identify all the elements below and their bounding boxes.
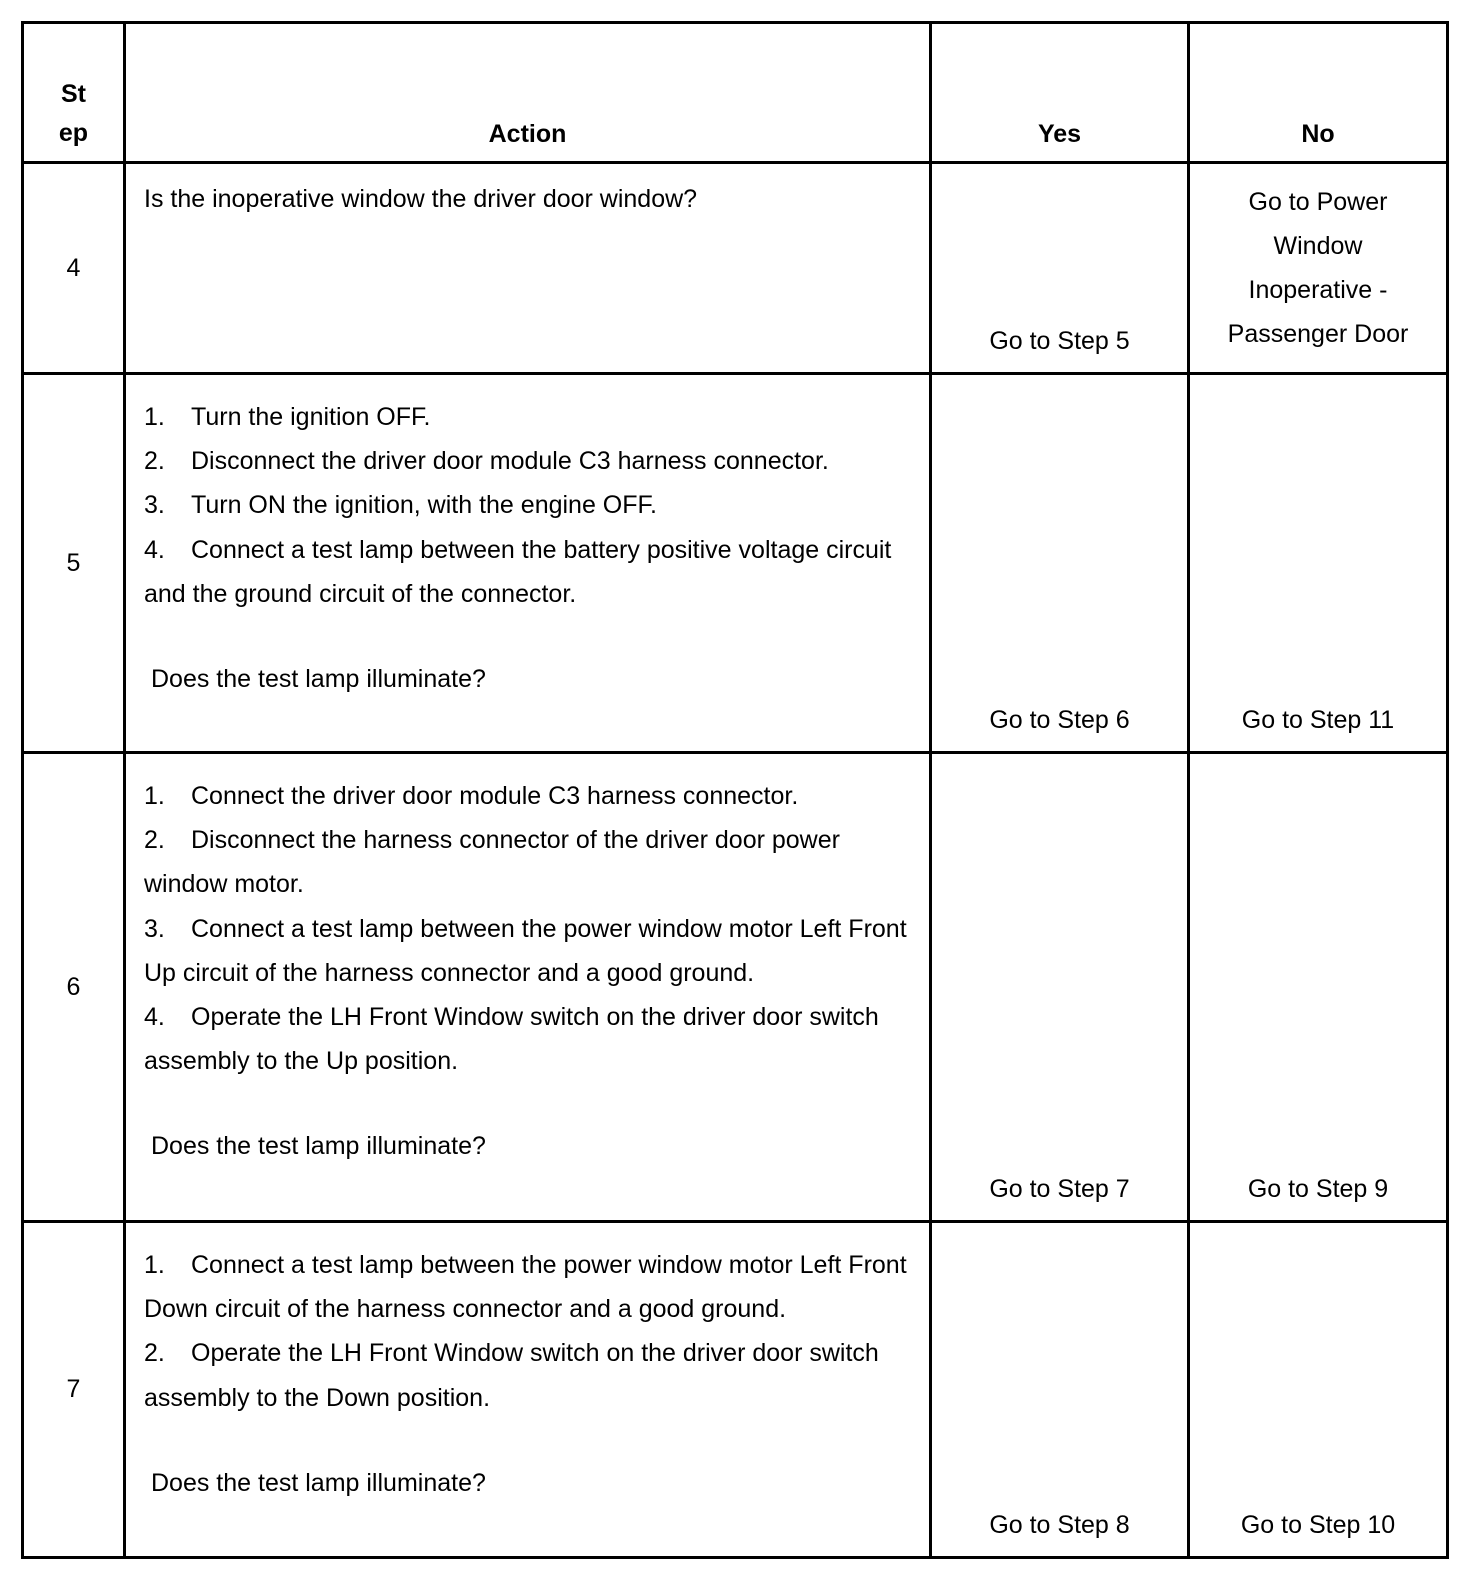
step-number: 5 <box>23 374 125 753</box>
action-step-text: Disconnect the driver door module C3 harness connector. <box>191 447 829 476</box>
no-cell: Go to Step 11 <box>1189 374 1448 753</box>
action-cell <box>125 163 931 374</box>
yes-cell: Go to Step 5 <box>931 163 1189 374</box>
action-step-text: Disconnect the harness connector of the driver door power window motor. <box>144 826 840 899</box>
action-step <box>144 818 913 906</box>
action-cell <box>125 374 931 753</box>
table-row <box>23 1222 1448 1558</box>
header-step-text: St ep <box>58 80 89 147</box>
action-step <box>144 395 913 439</box>
question-text: Does the test lamp illuminate? <box>151 665 486 694</box>
yes-cell: Go to Step 6 <box>931 374 1189 753</box>
action-step-number: 2. <box>144 1339 165 1368</box>
table-row <box>23 163 1448 374</box>
action-step-text: Connect a test lamp between the power window motor Left Front Down circuit of the harness connector and a good ground. <box>144 1251 907 1324</box>
step-number: 7 <box>23 1222 125 1558</box>
no-cell-text: Go to Power Window Inoperative - Passenger Door <box>1227 188 1409 348</box>
action-step-number: 2. <box>144 447 165 476</box>
action-cell <box>125 753 931 1222</box>
header-step <box>23 23 125 163</box>
action-cell <box>125 1222 931 1558</box>
action-steps <box>144 1243 913 1420</box>
action-step-text: Turn the ignition OFF. <box>191 403 431 431</box>
question-text: Is the inoperative window the driver door window? <box>144 185 698 213</box>
action-step-number: 1. <box>144 1251 165 1279</box>
action-step <box>144 907 913 995</box>
action-steps <box>144 774 913 1083</box>
action-step-number: 1. <box>144 782 165 810</box>
action-step <box>144 528 913 616</box>
header-yes: Yes <box>931 23 1189 163</box>
action-step-text: Operate the LH Front Window switch on the driver door switch assembly to the Down position. <box>144 1339 879 1412</box>
question-text: Does the test lamp illuminate? <box>151 1468 486 1497</box>
action-steps <box>144 395 913 616</box>
step-number: 6 <box>23 753 125 1222</box>
action-step-text: Connect the driver door module C3 harness connector. <box>191 782 799 810</box>
header-action: Action <box>125 23 931 163</box>
action-step-number: 2. <box>144 826 165 855</box>
yes-cell: Go to Step 7 <box>931 753 1189 1222</box>
action-step-text: Operate the LH Front Window switch on the driver door switch assembly to the Up position. <box>144 1003 879 1076</box>
no-cell: Go to Step 10 <box>1189 1222 1448 1558</box>
action-step-number: 1. <box>144 403 165 431</box>
action-step-text: Connect a test lamp between the power window motor Left Front Up circuit of the harness connector and a good ground. <box>144 914 907 987</box>
diagnostic-table <box>21 21 1449 1559</box>
action-step-number: 4. <box>144 535 165 564</box>
action-step <box>144 995 913 1083</box>
action-step-number: 3. <box>144 491 165 520</box>
no-cell <box>1189 163 1448 374</box>
action-step-number: 4. <box>144 1003 165 1032</box>
action-step-number: 3. <box>144 914 165 943</box>
table-row <box>23 753 1448 1222</box>
action-step <box>144 774 913 818</box>
action-step <box>144 1331 913 1419</box>
action-step <box>144 1243 913 1331</box>
action-step <box>144 483 913 527</box>
question-text: Does the test lamp illuminate? <box>151 1132 486 1161</box>
step-number: 4 <box>23 163 125 374</box>
yes-cell: Go to Step 8 <box>931 1222 1189 1558</box>
no-cell: Go to Step 9 <box>1189 753 1448 1222</box>
action-step-text: Turn ON the ignition, with the engine OFF. <box>191 491 657 520</box>
table-row <box>23 374 1448 753</box>
action-step-text: Connect a test lamp between the battery positive voltage circuit and the ground circuit of the connector. <box>144 535 892 608</box>
action-step <box>144 439 913 483</box>
header-row <box>23 23 1448 163</box>
header-no: No <box>1189 23 1448 163</box>
